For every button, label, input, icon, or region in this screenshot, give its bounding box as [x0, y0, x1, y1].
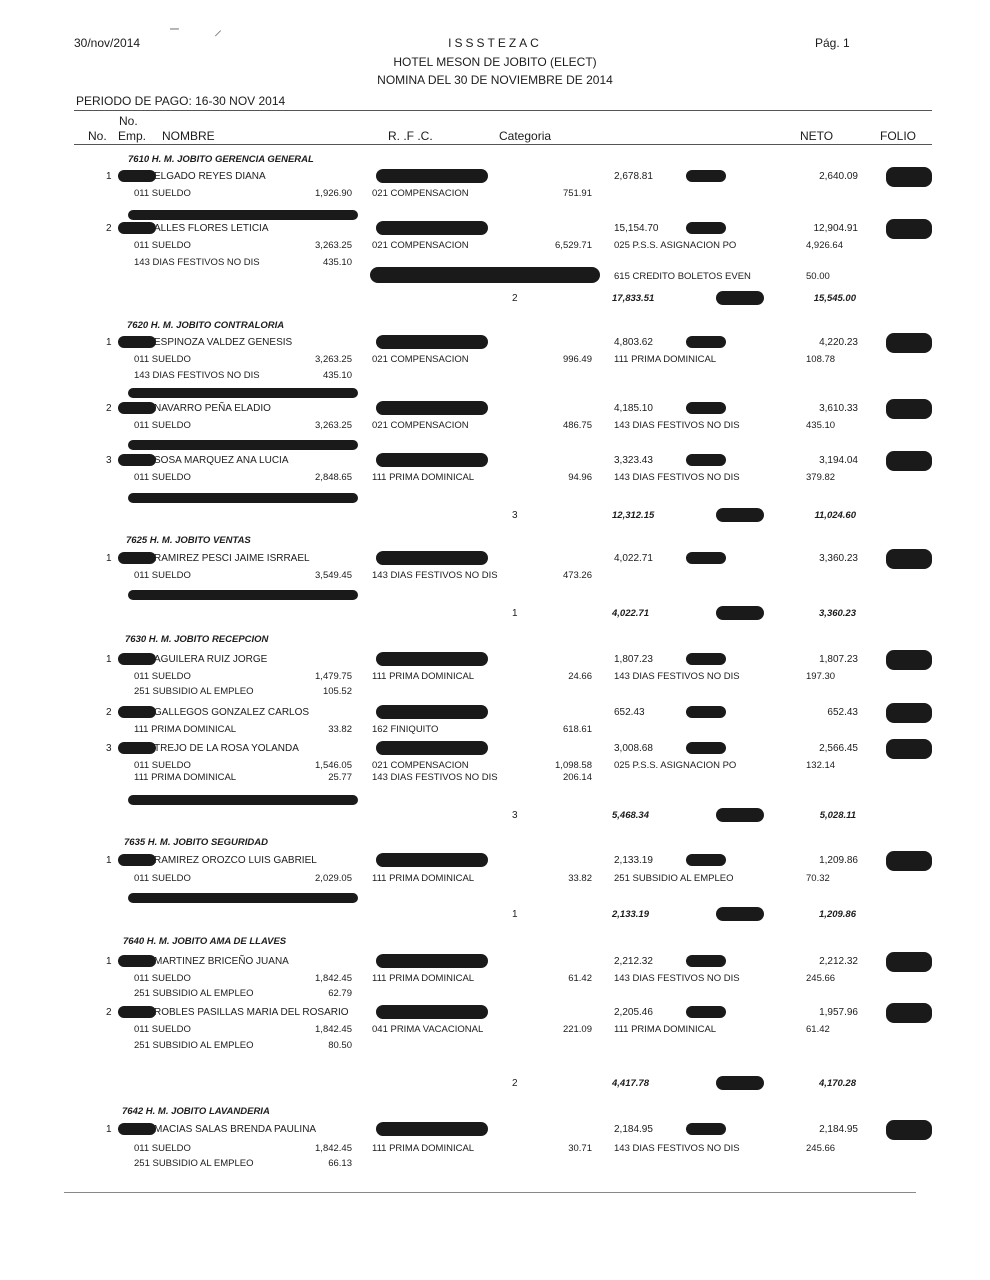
- concept-amount: 1,842.45: [315, 1024, 352, 1035]
- scan-speck-mark: –: [170, 20, 179, 37]
- redacted-deductions: [686, 222, 726, 234]
- redacted-folio: [886, 167, 932, 187]
- redacted-bank-info: [128, 590, 358, 600]
- redacted-deductions: [686, 454, 726, 466]
- employee-neto: 1,807.23: [819, 654, 858, 665]
- employee-neto: 2,640.09: [819, 171, 858, 182]
- redacted-rfc: [376, 741, 488, 755]
- redacted-bank-info: [128, 893, 358, 903]
- concept-label: 011 SUELDO: [134, 671, 191, 682]
- concept-label: 162 FINIQUITO: [372, 724, 439, 735]
- concept-amount: 435.10: [322, 370, 352, 381]
- scan-pencil-mark: ⸝: [214, 22, 223, 39]
- employee-neto: 3,610.33: [819, 403, 858, 414]
- concept-label: 111 PRIMA DOMINICAL: [372, 671, 475, 682]
- concept-amount: 61.42: [568, 973, 592, 984]
- concept-amount: 3,549.45: [315, 570, 352, 581]
- concept-amount: 197.30: [806, 671, 836, 682]
- redacted-rfc: [376, 551, 488, 565]
- redacted-bank-info: [128, 795, 358, 805]
- section-title: 7610 H. M. JOBITO GERENCIA GENERAL: [128, 154, 314, 165]
- redacted-folio: [886, 739, 932, 759]
- concept-label: 011 SUELDO: [134, 973, 191, 984]
- concept-amount: 1,098.58: [555, 760, 592, 771]
- section-title: 7620 H. M. JOBITO CONTRALORIA: [127, 320, 285, 331]
- employee-name: ALLES FLORES LETICIA: [154, 223, 269, 234]
- employee-neto: 3,360.23: [819, 553, 858, 564]
- section-title: 7625 H. M. JOBITO VENTAS: [126, 535, 251, 546]
- employee-name: NAVARRO PEÑA ELADIO: [154, 403, 271, 414]
- employee-name: RAMIREZ PESCI JAIME ISRRAEL: [154, 553, 310, 564]
- redacted-bank-info: [128, 210, 358, 220]
- concept-amount: 6,529.71: [555, 240, 592, 251]
- concept-label: 011 SUELDO: [134, 873, 191, 884]
- redacted-folio: [886, 703, 932, 723]
- concept-label: 251 SUBSIDIO AL EMPLEO: [134, 988, 254, 999]
- concept-amount: 105.52: [322, 686, 352, 697]
- concept-label: 041 PRIMA VACACIONAL: [372, 1024, 484, 1035]
- redacted-folio: [886, 952, 932, 972]
- employee-total: 4,022.71: [614, 553, 653, 564]
- redacted-deductions: [686, 742, 726, 754]
- employee-name: GALLEGOS GONZALEZ CARLOS: [154, 707, 310, 718]
- concept-label: 011 SUELDO: [134, 1024, 191, 1035]
- concept-amount: 2,029.05: [315, 873, 352, 884]
- concept-amount: 486.75: [562, 420, 592, 431]
- employee-number: 1: [106, 171, 112, 182]
- col-no-emp-bottom: Emp.: [118, 129, 147, 143]
- section-total: 4,417.78: [612, 1078, 649, 1089]
- redacted-section-deductions: [716, 291, 764, 305]
- concept-label: 143 DIAS FESTIVOS NO DIS: [134, 370, 260, 381]
- col-nombre: NOMBRE: [162, 129, 215, 143]
- redacted-emp-number: [118, 454, 156, 466]
- redacted-section-deductions: [716, 508, 764, 522]
- employee-total: 4,803.62: [614, 337, 653, 348]
- employee-number: 2: [106, 223, 112, 234]
- concept-label: 021 COMPENSACION: [372, 354, 469, 365]
- redacted-folio: [886, 399, 932, 419]
- employee-neto: 1,209.86: [819, 855, 858, 866]
- concept-label: 011 SUELDO: [134, 354, 191, 365]
- redacted-bank-info: [128, 388, 358, 398]
- redacted-emp-number: [118, 552, 156, 564]
- redacted-emp-number: [118, 222, 156, 234]
- employee-total: 3,008.68: [614, 743, 653, 754]
- concept-amount: 80.50: [328, 1040, 352, 1051]
- section-title: 7642 H. M. JOBITO LAVANDERIA: [122, 1106, 270, 1117]
- page-number: Pág. 1: [815, 36, 850, 50]
- concept-label: 011 SUELDO: [134, 472, 191, 483]
- redacted-deductions: [686, 1123, 726, 1135]
- concept-label: 143 DIAS FESTIVOS NO DIS: [614, 973, 740, 984]
- redacted-deductions: [686, 955, 726, 967]
- redacted-rfc: [376, 453, 488, 467]
- employee-total: 2,133.19: [614, 855, 653, 866]
- concept-amount: 435.10: [806, 420, 836, 431]
- employee-name: MACIAS SALAS BRENDA PAULINA: [154, 1124, 317, 1135]
- concept-amount: 70.32: [806, 873, 830, 884]
- redacted-emp-number: [118, 742, 156, 754]
- col-categoria: Categoria: [499, 129, 552, 143]
- redacted-emp-number: [118, 955, 156, 967]
- col-no: No.: [88, 129, 107, 143]
- section-total: 4,022.71: [612, 608, 649, 619]
- col-neto: NETO: [800, 129, 834, 143]
- redacted-folio: [886, 451, 932, 471]
- redacted-folio: [886, 219, 932, 239]
- concept-amount: 3,263.25: [315, 420, 352, 431]
- employee-name: MARTINEZ BRICEÑO JUANA: [154, 956, 289, 967]
- concept-amount: 1,926.90: [315, 188, 352, 199]
- employee-name: AGUILERA RUIZ JORGE: [154, 654, 268, 665]
- employee-number: 2: [106, 1007, 112, 1018]
- employee-total: 652.43: [614, 707, 645, 718]
- concept-amount: 221.09: [562, 1024, 592, 1035]
- concept-label: 025 P.S.S. ASIGNACION PO: [614, 240, 737, 251]
- concept-label: 143 DIAS FESTIVOS NO DIS: [614, 671, 740, 682]
- org-name: ISSSTEZAC: [448, 36, 542, 50]
- employee-total: 4,185.10: [614, 403, 653, 414]
- concept-label: 021 COMPENSACION: [372, 240, 469, 251]
- redacted-emp-number: [118, 706, 156, 718]
- employee-neto: 2,184.95: [819, 1124, 858, 1135]
- section-neto: 3,360.23: [819, 608, 856, 619]
- col-folio: FOLIO: [880, 129, 917, 143]
- header-rule-top: [74, 110, 932, 111]
- redacted-deductions: [686, 552, 726, 564]
- employee-number: 1: [106, 553, 112, 564]
- concept-label: 143 DIAS FESTIVOS NO DIS: [134, 257, 260, 268]
- employee-neto: 4,220.23: [819, 337, 858, 348]
- redacted-deductions: [686, 653, 726, 665]
- redacted-emp-number: [118, 170, 156, 182]
- concept-label: 111 PRIMA DOMINICAL: [372, 973, 475, 984]
- concept-amount: 132.14: [806, 760, 836, 771]
- redacted-deductions: [686, 706, 726, 718]
- concept-label: 615 CREDITO BOLETOS EVEN: [614, 271, 751, 282]
- concept-label: 011 SUELDO: [134, 240, 191, 251]
- redacted-folio: [886, 851, 932, 871]
- redacted-rfc: [376, 401, 488, 415]
- redacted-folio: [886, 1120, 932, 1140]
- concept-label: 111 PRIMA DOMINICAL: [614, 354, 717, 365]
- concept-amount: 245.66: [806, 1143, 836, 1154]
- redacted-rfc: [376, 1122, 488, 1136]
- header-rule-bottom: [74, 144, 932, 145]
- employee-number: 2: [106, 707, 112, 718]
- concept-label: 011 SUELDO: [134, 570, 191, 581]
- concept-label: 143 DIAS FESTIVOS NO DIS: [614, 1143, 740, 1154]
- concept-label: 111 PRIMA DOMINICAL: [372, 1143, 475, 1154]
- concept-amount: 4,926.64: [806, 240, 843, 251]
- concept-amount: 66.13: [328, 1158, 352, 1169]
- redacted-rfc: [376, 853, 488, 867]
- concept-label: 251 SUBSIDIO AL EMPLEO: [134, 1158, 254, 1169]
- section-count: 1: [512, 909, 518, 920]
- employee-total: 3,323.43: [614, 455, 653, 466]
- section-count: 2: [512, 293, 518, 304]
- concept-label: 251 SUBSIDIO AL EMPLEO: [614, 873, 734, 884]
- section-count: 3: [512, 510, 518, 521]
- redacted-deductions: [686, 170, 726, 182]
- concept-amount: 618.61: [562, 724, 592, 735]
- redacted-rfc: [376, 221, 488, 235]
- col-no-emp-top: No.: [119, 114, 138, 128]
- section-neto: 5,028.11: [819, 810, 856, 821]
- concept-amount: 379.82: [806, 472, 836, 483]
- employee-number: 2: [106, 403, 112, 414]
- concept-amount: 25.77: [328, 772, 352, 783]
- concept-label: 111 PRIMA DOMINICAL: [134, 772, 237, 783]
- employee-total: 1,807.23: [614, 654, 653, 665]
- redacted-deductions: [686, 336, 726, 348]
- concept-label: 111 PRIMA DOMINICAL: [614, 1024, 717, 1035]
- concept-amount: 435.10: [322, 257, 352, 268]
- concept-label: 143 DIAS FESTIVOS NO DIS: [614, 420, 740, 431]
- concept-amount: 108.78: [806, 354, 836, 365]
- concept-amount: 61.42: [806, 1024, 830, 1035]
- concept-label: 111 PRIMA DOMINICAL: [134, 724, 237, 735]
- hotel-name: HOTEL MESON DE JOBITO (ELECT): [393, 55, 597, 69]
- employee-neto: 12,904.91: [813, 223, 858, 234]
- redacted-folio: [886, 549, 932, 569]
- concept-amount: 50.00: [806, 271, 830, 282]
- redacted-emp-number: [118, 1123, 156, 1135]
- employee-total: 2,205.46: [614, 1007, 653, 1018]
- redacted-rfc: [376, 335, 488, 349]
- employee-number: 3: [106, 743, 112, 754]
- concept-amount: 94.96: [568, 472, 592, 483]
- section-neto: 11,024.60: [814, 510, 856, 521]
- concept-label: 021 COMPENSACION: [372, 188, 469, 199]
- concept-amount: 751.91: [562, 188, 592, 199]
- employee-name: RAMIREZ OROZCO LUIS GABRIEL: [154, 855, 317, 866]
- employee-name: TREJO DE LA ROSA YOLANDA: [154, 743, 299, 754]
- employee-neto: 652.43: [827, 707, 858, 718]
- concept-amount: 473.26: [562, 570, 592, 581]
- redacted-bank-info: [128, 440, 358, 450]
- nomina-title: NOMINA DEL 30 DE NOVIEMBRE DE 2014: [377, 73, 613, 87]
- concept-amount: 1,479.75: [315, 671, 352, 682]
- concept-label: 011 SUELDO: [134, 760, 191, 771]
- redacted-deductions: [686, 1006, 726, 1018]
- concept-amount: 30.71: [568, 1143, 592, 1154]
- redacted-bank-info: [370, 267, 600, 283]
- col-rfc: R. .F .C.: [388, 129, 433, 143]
- concept-amount: 62.79: [328, 988, 352, 999]
- redacted-folio: [886, 333, 932, 353]
- redacted-section-deductions: [716, 606, 764, 620]
- section-total: 12,312.15: [612, 510, 655, 521]
- report-date: 30/nov/2014: [74, 36, 141, 50]
- redacted-bank-info: [128, 493, 358, 503]
- concept-amount: 3,263.25: [315, 240, 352, 251]
- redacted-emp-number: [118, 653, 156, 665]
- section-count: 3: [512, 810, 518, 821]
- section-title: 7630 H. M. JOBITO RECEPCION: [125, 634, 269, 645]
- redacted-emp-number: [118, 1006, 156, 1018]
- redacted-rfc: [376, 169, 488, 183]
- concept-label: 143 DIAS FESTIVOS NO DIS: [372, 570, 498, 581]
- employee-number: 1: [106, 654, 112, 665]
- redacted-rfc: [376, 1005, 488, 1019]
- concept-amount: 1,546.05: [315, 760, 352, 771]
- redacted-section-deductions: [716, 808, 764, 822]
- section-title: 7635 H. M. JOBITO SEGURIDAD: [124, 837, 268, 848]
- concept-label: 251 SUBSIDIO AL EMPLEO: [134, 1040, 254, 1051]
- section-total: 17,833.51: [612, 293, 655, 304]
- employee-neto: 2,566.45: [819, 743, 858, 754]
- employee-number: 1: [106, 337, 112, 348]
- concept-label: 011 SUELDO: [134, 420, 191, 431]
- redacted-rfc: [376, 954, 488, 968]
- employee-number: 1: [106, 1124, 112, 1135]
- section-count: 1: [512, 608, 518, 619]
- section-title: 7640 H. M. JOBITO AMA DE LLAVES: [123, 936, 287, 947]
- concept-amount: 24.66: [568, 671, 592, 682]
- section-total: 2,133.19: [612, 909, 649, 920]
- redacted-emp-number: [118, 402, 156, 414]
- employee-neto: 1,957.96: [819, 1007, 858, 1018]
- employee-neto: 3,194.04: [819, 455, 858, 466]
- section-total: 5,468.34: [612, 810, 649, 821]
- employee-total: 2,212.32: [614, 956, 653, 967]
- employee-total: 2,184.95: [614, 1124, 653, 1135]
- employee-neto: 2,212.32: [819, 956, 858, 967]
- concept-amount: 33.82: [328, 724, 352, 735]
- section-neto: 1,209.86: [819, 909, 856, 920]
- redacted-rfc: [376, 652, 488, 666]
- redacted-emp-number: [118, 854, 156, 866]
- redacted-emp-number: [118, 336, 156, 348]
- concept-amount: 1,842.45: [315, 1143, 352, 1154]
- concept-label: 111 PRIMA DOMINICAL: [372, 472, 475, 483]
- redacted-deductions: [686, 402, 726, 414]
- concept-label: 021 COMPENSACION: [372, 420, 469, 431]
- employee-total: 2,678.81: [614, 171, 653, 182]
- employee-number: 3: [106, 455, 112, 466]
- concept-label: 021 COMPENSACION: [372, 760, 469, 771]
- redacted-deductions: [686, 854, 726, 866]
- employee-name: SOSA MARQUEZ ANA LUCIA: [154, 455, 289, 466]
- concept-amount: 1,842.45: [315, 973, 352, 984]
- redacted-section-deductions: [716, 907, 764, 921]
- concept-amount: 245.66: [806, 973, 836, 984]
- concept-label: 143 DIAS FESTIVOS NO DIS: [372, 772, 498, 783]
- employee-name: ESPINOZA VALDEZ GENESIS: [154, 337, 293, 348]
- employee-name: ELGADO REYES DIANA: [154, 171, 266, 182]
- employee-total: 15,154.70: [614, 223, 659, 234]
- concept-amount: 2,848.65: [315, 472, 352, 483]
- concept-amount: 996.49: [562, 354, 592, 365]
- redacted-section-deductions: [716, 1076, 764, 1090]
- concept-amount: 3,263.25: [315, 354, 352, 365]
- section-neto: 4,170.28: [819, 1078, 856, 1089]
- concept-label: 143 DIAS FESTIVOS NO DIS: [614, 472, 740, 483]
- concept-label: 011 SUELDO: [134, 188, 191, 199]
- redacted-folio: [886, 1003, 932, 1023]
- concept-label: 111 PRIMA DOMINICAL: [372, 873, 475, 884]
- concept-amount: 206.14: [562, 772, 592, 783]
- concept-label: 025 P.S.S. ASIGNACION PO: [614, 760, 737, 771]
- redacted-rfc: [376, 705, 488, 719]
- pay-period: PERIODO DE PAGO: 16-30 NOV 2014: [76, 94, 286, 108]
- employee-number: 1: [106, 956, 112, 967]
- footer-rule: [64, 1192, 916, 1193]
- employee-name: ROBLES PASILLAS MARIA DEL ROSARIO: [154, 1007, 349, 1018]
- employee-number: 1: [106, 855, 112, 866]
- redacted-folio: [886, 650, 932, 670]
- concept-label: 011 SUELDO: [134, 1143, 191, 1154]
- concept-amount: 33.82: [568, 873, 592, 884]
- concept-label: 251 SUBSIDIO AL EMPLEO: [134, 686, 254, 697]
- section-neto: 15,545.00: [813, 293, 856, 304]
- section-count: 2: [512, 1078, 518, 1089]
